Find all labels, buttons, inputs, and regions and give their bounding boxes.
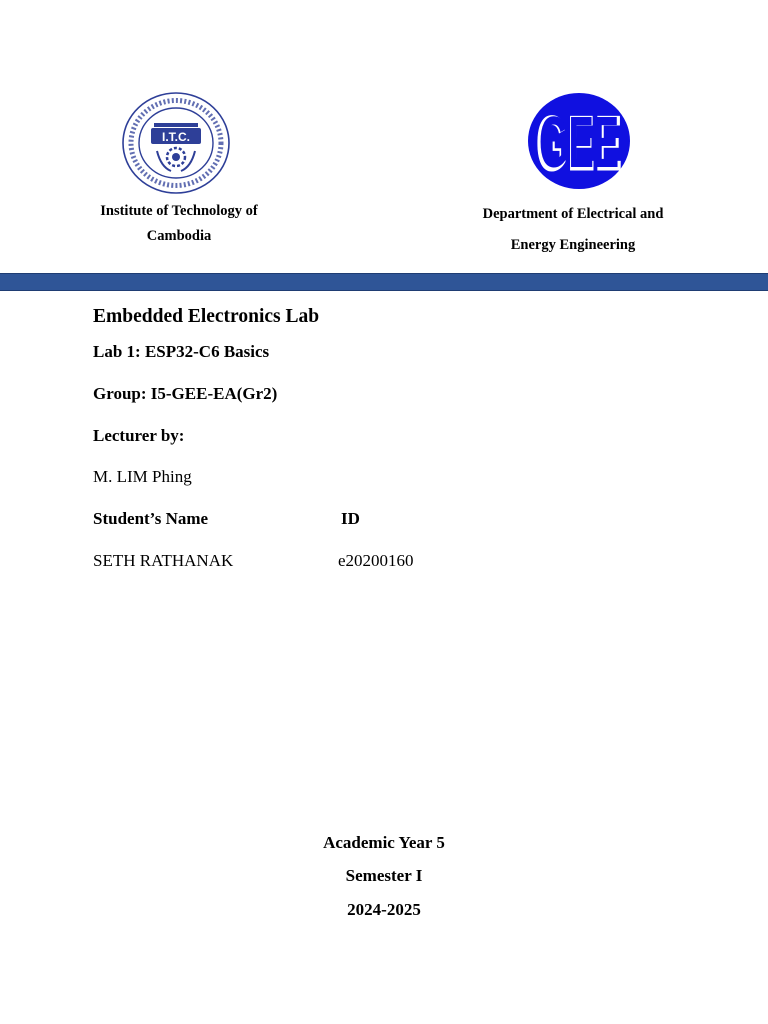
semester: Semester I [345, 866, 423, 885]
student-name: SETH RATHANAK [93, 551, 234, 570]
lecturer-name: M. LIM Phing [93, 467, 192, 486]
svg-text:GEE: GEE [539, 103, 619, 183]
svg-text:I.T.C.: I.T.C. [161, 130, 191, 144]
institute-name: Institute of Technology of Cambodia [100, 203, 258, 244]
itc-logo [121, 91, 231, 195]
header-divider-band [0, 273, 768, 291]
group-label: Group: I5-GEE-EA(Gr2) [93, 384, 278, 403]
student-id: e20200160 [338, 551, 414, 570]
svg-text:GEE: GEE [536, 99, 622, 187]
academic-year: Academic Year 5 [323, 833, 445, 852]
course-title: Embedded Electronics Lab [93, 306, 320, 327]
academic-years: 2024-2025 [347, 900, 421, 919]
gee-logo [526, 91, 632, 191]
lecturer-label: Lecturer by: [93, 426, 185, 445]
student-name-header: Student’s Name [93, 509, 209, 528]
lab-title: Lab 1: ESP32-C6 Basics [93, 342, 270, 361]
id-header: ID [341, 509, 360, 528]
department-name: Department of Electrical and Energy Engineering [482, 206, 664, 253]
